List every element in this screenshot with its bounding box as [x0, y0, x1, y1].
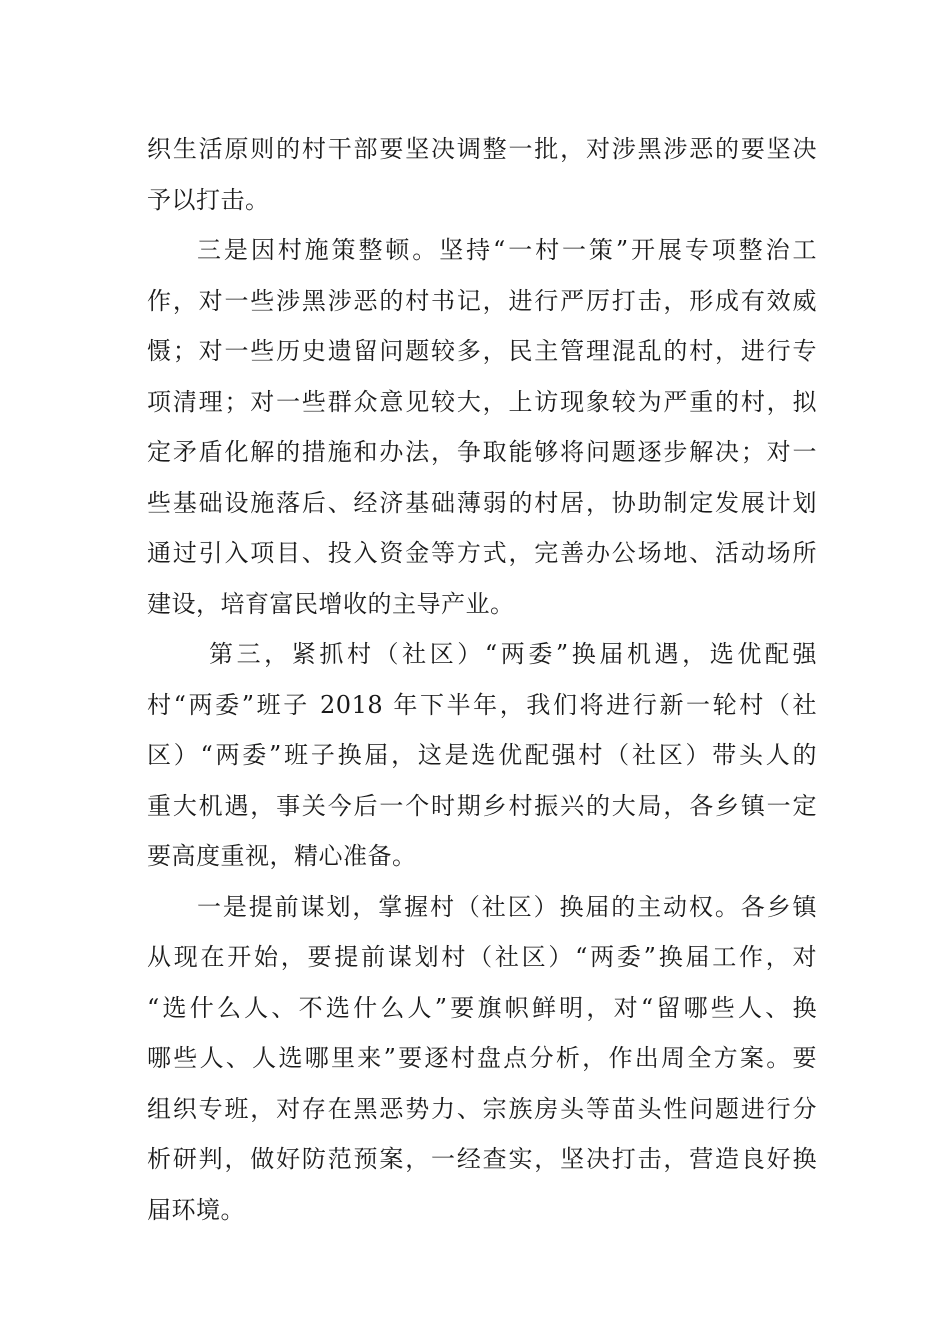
text-line: 重大机遇，事关今后一个时期乡村振兴的大局，各乡镇一定 — [147, 791, 817, 820]
text-line: 村“两委”班子 2018 年下半年，我们将进行新一轮村（社 — [147, 690, 817, 719]
text-line: 届环境。 — [147, 1195, 245, 1224]
text-line: 组织专班，对存在黑恶势力、宗族房头等苗头性问题进行分 — [147, 1094, 817, 1123]
section-heading-line: 第三，紧抓村（社区）“两委”换届机遇，选优配强 — [209, 640, 817, 668]
text-line: 从现在开始，要提前谋划村（社区）“两委”换届工作，对 — [147, 943, 817, 971]
text-line: 予以打击。 — [147, 185, 270, 214]
text-line: 哪些人、人选哪里来”要逐村盘点分析，作出周全方案。要 — [147, 1044, 817, 1072]
document-body — [147, 124, 817, 1235]
text-line: 织生活原则的村干部要坚决调整一批，对涉黑涉恶的要坚决 — [147, 135, 817, 163]
text-line: 作，对一些涉黑涉恶的村书记，进行严厉打击，形成有效威 — [147, 286, 817, 315]
text-line: 建设，培育富民增收的主导产业。 — [147, 589, 515, 618]
text-line: 些基础设施落后、经济基础薄弱的村居，协助制定发展计划 — [147, 488, 817, 517]
text-line: “选什么人、不选什么人”要旗帜鲜明，对“留哪些人、换 — [147, 993, 817, 1022]
text-line: 要高度重视，精心准备。 — [147, 842, 417, 870]
paragraph-start-line: 三是因村施策整顿。坚持“一村一策”开展专项整治工 — [197, 236, 817, 264]
text-line: 慑；对一些历史遗留问题较多，民主管理混乱的村，进行专 — [147, 337, 817, 365]
text-line: 析研判，做好防范预案，一经查实，坚决打击，营造良好换 — [147, 1145, 817, 1173]
text-line: 定矛盾化解的措施和办法，争取能够将问题逐步解决；对一 — [147, 438, 817, 466]
text-line: 区）“两委”班子换届，这是选优配强村（社区）带头人的 — [147, 741, 817, 769]
paragraph-start-line: 一是提前谋划，掌握村（社区）换届的主动权。各乡镇 — [197, 892, 817, 921]
text-line: 项清理；对一些群众意见较大，上访现象较为严重的村，拟 — [147, 387, 817, 416]
text-line: 通过引入项目、投入资金等方式，完善办公场地、活动场所 — [147, 539, 817, 567]
